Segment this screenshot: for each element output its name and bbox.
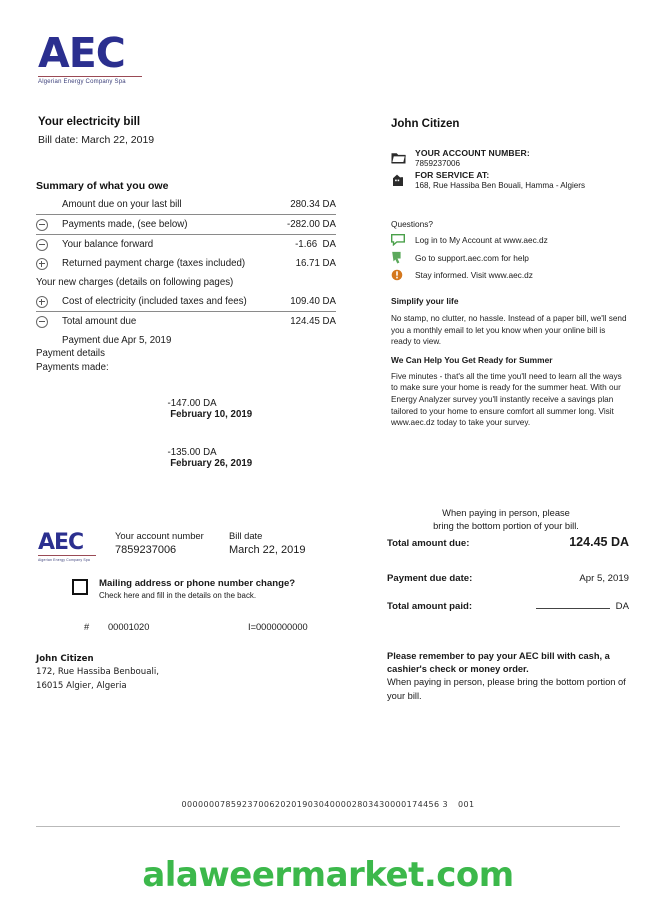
- simplify-heading: Simplify your life: [391, 296, 459, 306]
- minus-circle-icon: [36, 316, 48, 328]
- stub-total-paid-row: [387, 601, 629, 612]
- hash-symbol: #: [84, 622, 90, 632]
- building-icon: [391, 173, 405, 187]
- summary-table: [36, 180, 336, 350]
- in-person-note: [384, 507, 628, 534]
- stub-account-number-field: [115, 530, 229, 556]
- service-address-row: [391, 170, 626, 190]
- stub-fields: [115, 530, 343, 556]
- payment-date: February 26, 2019: [170, 458, 253, 469]
- row-label: Total amount due: [62, 316, 137, 327]
- stub-codes: [84, 622, 308, 632]
- row-icon-slot: [36, 219, 62, 231]
- remember-note-rest: When paying in person, please bring the bottom portion of your bill.: [387, 677, 626, 701]
- row-label: Your new charges (details on following pages): [36, 277, 234, 288]
- questions-section: [391, 219, 626, 286]
- stub-code-2: I=0000000000: [248, 622, 308, 632]
- stub-total-paid-label: Total amount paid:: [387, 601, 473, 612]
- mailing-address-block: [36, 653, 159, 693]
- info-circle-icon: [391, 269, 403, 281]
- stub-account-number-label: Your account number: [115, 530, 204, 541]
- cursor-click-icon: [391, 251, 403, 264]
- payment-amount: -147.00 DA: [167, 398, 217, 409]
- stub-total-due-label: Total amount due:: [387, 538, 470, 549]
- stub-total-due-value: 124.45 DA: [569, 535, 629, 549]
- aec-logo-tagline: Algerian Energy Company Spa: [38, 558, 91, 562]
- summer-body: Five minutes - that's all the time you'll need to learn all the ways to make sure your home is ready for the summer heat. With our Energy Analyzer survey you'll instantly receive a savings plan tailored to your home to ensure comfort all summer long. Visit www.aec.dz today to take your survey.: [391, 371, 622, 428]
- table-row: [36, 234, 336, 254]
- list-item: [146, 387, 252, 431]
- simplify-body: No stamp, no clutter, no hassle. Instead of a paper bill, we'll send you a monthly email to let you know when your online bill is ready to view.: [391, 313, 627, 347]
- total-paid-currency: DA: [615, 601, 629, 612]
- table-row: [36, 214, 336, 234]
- simplify-section: [391, 296, 627, 429]
- row-label: Your balance forward: [62, 239, 154, 250]
- row-label: Payments made, (see below): [62, 219, 188, 230]
- minus-circle-icon: [36, 219, 48, 231]
- payments-made-list: [36, 387, 252, 480]
- mailing-change-row[interactable]: [72, 578, 295, 600]
- payments-made-subheading: Payments made:: [36, 362, 109, 373]
- plus-circle-icon: [36, 296, 48, 308]
- account-number-value: 7859237006: [415, 159, 461, 168]
- row-amount: 124.45 DA: [290, 316, 336, 327]
- stub-bill-date-label: Bill date: [229, 530, 263, 541]
- in-person-note-line-1: When paying in person, please: [442, 508, 570, 518]
- row-icon-slot: [36, 239, 62, 251]
- question-item-label: Go to support.aec.com for help: [415, 252, 529, 263]
- page-title: Your electricity bill: [38, 116, 141, 128]
- scanline-main: 00000007859237006202019030400002803430000174456 3: [181, 800, 448, 809]
- addressee-name: John Citizen: [36, 654, 94, 664]
- aec-logo: [38, 29, 142, 85]
- speech-bubble-icon: [391, 234, 405, 246]
- row-label: Returned payment charge (taxes included): [62, 258, 246, 269]
- payment-details-section: [36, 348, 252, 485]
- aec-logo-wordmark: AEC: [38, 29, 125, 77]
- remember-note: [387, 650, 631, 703]
- question-item-label: Stay informed. Visit www.aec.dz: [415, 270, 533, 280]
- account-number-caption: YOUR ACCOUNT NUMBER:: [415, 148, 530, 158]
- service-address-value: 168, Rue Hassiba Ben Bouali, Hamma - Algiers: [415, 181, 586, 190]
- list-item: [146, 436, 252, 480]
- stub-code-1: 00001020: [108, 622, 150, 632]
- stub-due-date-row: [387, 573, 629, 584]
- stub-total-due-row: [387, 535, 629, 549]
- payment-amount: -135.00 DA: [167, 447, 217, 458]
- stub-account-number-value: 7859237006: [115, 544, 177, 556]
- stub-due-date-value: Apr 5, 2019: [579, 573, 629, 584]
- remember-note-bold: Please remember to pay your AEC bill with cash, a cashier's check or money order.: [387, 651, 610, 675]
- service-at-caption: FOR SERVICE AT:: [415, 170, 490, 180]
- summary-heading: Summary of what you owe: [36, 180, 169, 192]
- mailing-change-title: Mailing address or phone number change?: [99, 578, 296, 589]
- table-row-total: [36, 311, 336, 331]
- aec-logo-tagline: Algerian Energy Company Spa: [38, 79, 126, 85]
- table-row: [36, 292, 336, 311]
- row-amount: 280.34 DA: [290, 199, 336, 210]
- payment-due-label: Payment due Apr 5, 2019: [62, 335, 172, 346]
- address-line-2: 16015 Algier, Algeria: [36, 680, 127, 691]
- in-person-note-line-2: bring the bottom portion of your bill.: [433, 521, 579, 532]
- footer-divider: [36, 826, 620, 827]
- payment-date: February 10, 2019: [170, 409, 253, 420]
- minus-circle-icon: [36, 239, 48, 251]
- bill-date: Bill date: March 22, 2019: [38, 134, 155, 146]
- question-item-support[interactable]: [391, 251, 626, 264]
- question-item-my-account[interactable]: [391, 234, 626, 246]
- row-icon-slot: [36, 316, 62, 328]
- stub-due-date-label: Payment due date:: [387, 573, 473, 584]
- mailing-change-sub: Check here and fill in the details on the back.: [99, 591, 257, 600]
- row-amount: 109.40 DA: [290, 296, 336, 307]
- watermark: alaweermarket.com: [142, 855, 514, 895]
- table-row: [36, 273, 336, 292]
- row-label: Amount due on your last bill: [62, 199, 182, 210]
- total-paid-write-in-field[interactable]: [536, 608, 610, 609]
- customer-name: John Citizen: [391, 118, 460, 130]
- table-row: [36, 254, 336, 273]
- scanline: [0, 800, 656, 809]
- question-item-label: Log in to My Account at www.aec.dz: [415, 235, 548, 245]
- question-item-stay-informed[interactable]: [391, 269, 626, 281]
- row-icon-slot: [36, 258, 62, 270]
- row-amount: 16.71 DA: [295, 258, 336, 269]
- folder-icon: [391, 151, 406, 164]
- row-amount: -282.00 DA: [286, 219, 336, 230]
- account-number-row: [391, 148, 626, 168]
- summer-heading: We Can Help You Get Ready for Summer: [391, 354, 553, 365]
- stub-bill-date-value: March 22, 2019: [229, 544, 306, 556]
- payment-details-heading: Payment details: [36, 348, 105, 359]
- questions-heading: Questions?: [391, 219, 433, 229]
- mailing-change-checkbox[interactable]: [72, 579, 88, 595]
- address-line-1: 172, Rue Hassiba Benbouali,: [36, 667, 160, 678]
- aec-logo-stub: [38, 532, 96, 562]
- table-row: [36, 195, 336, 214]
- row-label: Cost of electricity (included taxes and fees): [62, 296, 247, 307]
- plus-circle-icon: [36, 258, 48, 270]
- row-amount: -1.66 DA: [295, 239, 336, 250]
- stub-bill-date-field: [229, 530, 343, 556]
- aec-logo-rule: [38, 555, 96, 556]
- aec-logo-wordmark: AEC: [38, 530, 84, 555]
- scanline-suffix: 001: [457, 800, 475, 809]
- account-info-block: [391, 148, 626, 192]
- row-icon-slot: [36, 296, 62, 308]
